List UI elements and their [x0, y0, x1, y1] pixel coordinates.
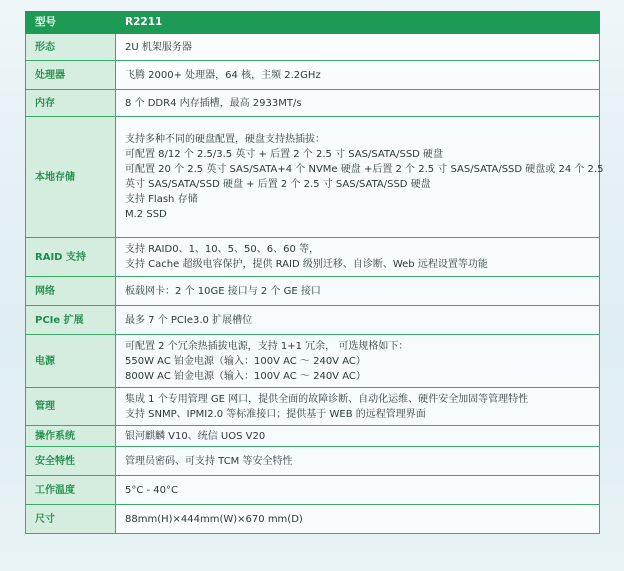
spec-label: 操作系统: [26, 426, 116, 447]
spec-value-line: 88mm(H)×444mm(W)×670 mm(D): [125, 513, 303, 525]
spec-value-line: 英寸 SAS/SATA/SSD 硬盘 + 后置 2 个 2.5 寸 SAS/SATA/SSD 硬盘: [125, 179, 431, 190]
spec-value-line: 飞腾 2000+ 处理器，64 核，主频 2.2GHz: [125, 69, 321, 81]
spec-value: [116, 335, 600, 388]
spec-label: 处理器: [26, 61, 116, 90]
spec-label: 本地存储: [26, 117, 116, 238]
table-row: [26, 476, 600, 505]
table-row: [26, 90, 600, 117]
spec-value-line: 2U 机架服务器: [125, 41, 192, 53]
spec-value-line: 可配置 20 个 2.5 英寸 SAS/SATA+4 个 NVMe 硬盘 +后置 2 个 2.5 寸 SAS/SATA/SSD 硬盘或 24 个 2.5: [125, 164, 604, 175]
spec-value-line: 银河麒麟 V10、统信 UOS V20: [125, 430, 266, 442]
spec-value-line: 板载网卡：2 个 10GE 接口与 2 个 GE 接口: [125, 285, 321, 297]
spec-label: 安全特性: [26, 447, 116, 476]
spec-value: [116, 61, 600, 90]
spec-value-line: 管理员密码、可支持 TCM 等安全特性: [125, 455, 293, 467]
spec-value: [116, 388, 600, 426]
spec-value-line: M.2 SSD: [125, 209, 167, 220]
table-row: [26, 447, 600, 476]
spec-label: 工作温度: [26, 476, 116, 505]
spec-value: [116, 306, 600, 335]
spec-value: [116, 117, 604, 238]
table-row: [26, 117, 600, 238]
spec-label: PCIe 扩展: [26, 306, 116, 335]
spec-value-line: 800W AC 铂金电源（输入：100V AC ～ 240V AC）: [125, 370, 366, 382]
table-row: [26, 306, 600, 335]
spec-body: [26, 34, 604, 534]
spec-value-line: 5°C - 40°C: [125, 484, 179, 496]
spec-value-line: 8 个 DDR4 内存插槽，最高 2933MT/s: [125, 97, 302, 109]
table-row: [26, 426, 600, 447]
spec-label: 管理: [26, 388, 116, 426]
spec-value: [116, 238, 600, 277]
header-label: 型号: [26, 12, 116, 34]
spec-label: 网络: [26, 277, 116, 306]
spec-value-line: 支持 RAID0、1、10、5、50、6、60 等，: [125, 244, 320, 255]
spec-value-line: 支持 SNMP、IPMI2.0 等标准接口；提供基于 WEB 的远程管理界面: [125, 408, 426, 420]
spec-value-line: 支持 Cache 超级电容保护，提供 RAID 级别迁移、自诊断、Web 远程设置等功能: [125, 259, 488, 270]
spec-value: [116, 447, 600, 476]
spec-value-line: 支持多种不同的硬盘配置，硬盘支持热插拔：: [125, 134, 325, 145]
spec-label: 形态: [26, 34, 116, 61]
spec-value: [116, 34, 600, 61]
spec-label: 尺寸: [26, 505, 116, 534]
spec-value: [116, 90, 600, 117]
table-header-row: [26, 12, 600, 34]
spec-value: [116, 476, 600, 505]
table-row: [26, 505, 600, 534]
table-row: [26, 34, 600, 61]
spec-value: [116, 505, 600, 534]
spec-value-line: 可配置 2 个冗余热插拔电源，支持 1+1 冗余， 可选规格如下：: [125, 340, 409, 352]
spec-label: 电源: [26, 335, 116, 388]
spec-label: RAID 支持: [26, 238, 116, 277]
spec-value: [116, 277, 600, 306]
table-row: [26, 277, 600, 306]
spec-value: [116, 426, 600, 447]
table-row: [26, 388, 600, 426]
spec-value-line: 集成 1 个专用管理 GE 网口，提供全面的故障诊断、自动化运维、硬件安全加固等管理特性: [125, 393, 529, 405]
spec-table: [25, 11, 604, 534]
spec-value-line: 550W AC 铂金电源（输入：100V AC ～ 240V AC）: [125, 355, 366, 367]
table-row: [26, 238, 600, 277]
table-row: [26, 335, 600, 388]
table-row: [26, 61, 600, 90]
spec-value-line: 可配置 8/12 个 2.5/3.5 英寸 + 后置 2 个 2.5 寸 SAS/SATA/SSD 硬盘: [125, 149, 444, 160]
spec-value-line: 支持 Flash 存储: [125, 194, 198, 205]
spec-value-line: 最多 7 个 PCIe3.0 扩展槽位: [125, 314, 253, 326]
spec-label: 内存: [26, 90, 116, 117]
header-model: R2211: [116, 12, 600, 34]
